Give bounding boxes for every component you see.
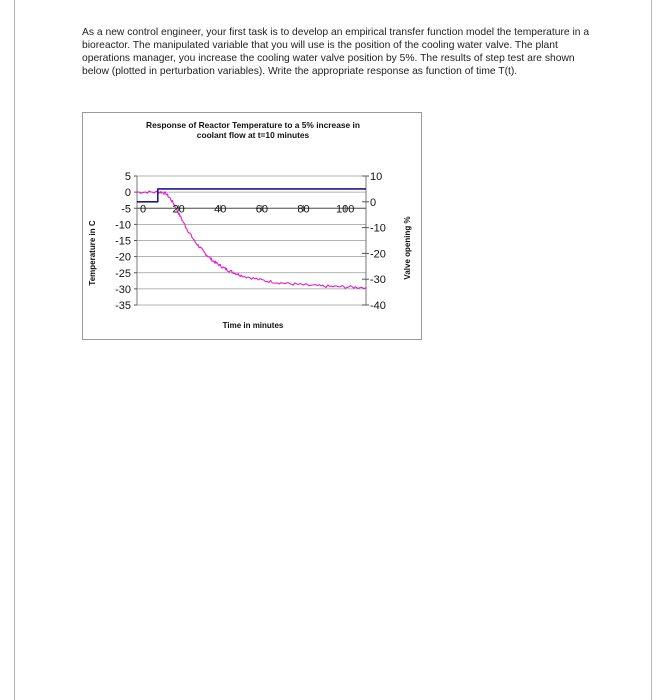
y-axis-title: Temperature in C xyxy=(88,220,97,286)
response-chart xyxy=(83,113,423,341)
page-edge-right xyxy=(651,0,652,700)
x-tick-label-zero: 0 xyxy=(140,203,147,216)
y-tick-label: -15 xyxy=(115,235,131,248)
y-tick-label: -30 xyxy=(115,283,131,296)
y2-tick-label: -10 xyxy=(370,222,386,235)
chart-title-line2: coolant flow at t=10 minutes xyxy=(196,130,310,140)
chart-frame xyxy=(82,112,422,340)
gridlines xyxy=(137,176,366,305)
y2-tick-label: -30 xyxy=(370,274,386,287)
y2-tick-label: 10 xyxy=(370,171,383,183)
y2-tick-label: -20 xyxy=(370,248,386,261)
y2-tick-label: -40 xyxy=(370,300,386,312)
series-layer xyxy=(137,189,366,289)
problem-statement: As a new control engineer, your first task is to develop an empirical transfer function model the temperature in a bioreactor. The manipulated variable that you will use is the position of the cooling water valve. The plant operations manager, you increase the cooling water valve position by 5%. The results of step test are shown below (plotted in perturbation variables). Write the appropriate response as function of time T(t). xyxy=(82,27,590,77)
x-tick-label: 20 xyxy=(172,203,185,216)
x-axis-title: Time in minutes xyxy=(222,321,284,330)
y-tick-label: -25 xyxy=(115,267,131,280)
x-tick-label: 60 xyxy=(255,203,269,216)
y-tick-label: 5 xyxy=(124,171,131,183)
x-tick-label: 80 xyxy=(297,203,310,216)
y-tick-label: -10 xyxy=(115,219,131,232)
y-tick-label: -5 xyxy=(121,203,131,216)
page-edge-left xyxy=(14,0,15,700)
y2-tick-label: 0 xyxy=(370,196,377,209)
y-tick-label: -20 xyxy=(115,251,131,264)
chart-title: Response of Reactor Temperature to a 5% increase in xyxy=(146,120,360,130)
x-tick-label: 40 xyxy=(214,203,227,216)
y2-axis-title: Valve opening % xyxy=(403,216,412,280)
x-tick-label: 100 xyxy=(336,203,355,216)
temperature-line xyxy=(137,191,366,289)
y-tick-label: -35 xyxy=(115,300,131,312)
y-tick-label: 0 xyxy=(124,187,131,200)
